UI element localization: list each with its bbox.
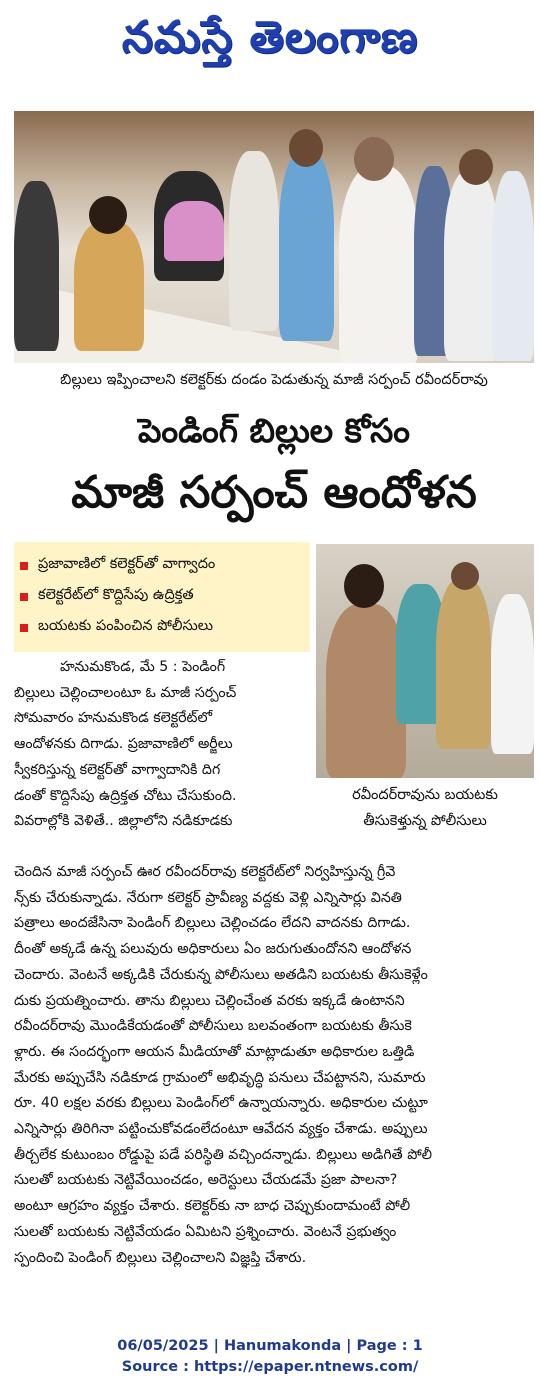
article-line: అంటూ ఆగ్రహం వ్యక్తం చేశారు. కలెక్టర్‌కు నా బాధ చెప్పుకుందామంటే పోలీ: [14, 1198, 411, 1215]
article-line: చెందిన మాజీ సర్పంచ్ ఊర రవీందర్‌రావు కలెక్టరేట్‌లో నిర్వహిస్తున్న గ్రీవె: [14, 864, 396, 880]
main-photo-caption: బిల్లులు ఇప్పించాలని కలెక్టర్‌కు దండం పెడుతున్న మాజీ సర్పంచ్ రవీందర్‌రావు: [60, 372, 488, 388]
photo-figure-head: [89, 196, 127, 234]
photo-figure: [436, 579, 491, 749]
headline: [14, 404, 534, 528]
article-line: మేరకు అప్పుచేసి నడికూడ గ్రామంలో అభివృద్ధి పనులు చేపట్టానని, సుమారు: [14, 1069, 426, 1086]
side-photo: [316, 544, 534, 778]
photo-figure-head: [344, 564, 384, 608]
article-line: వివరాల్లోకి వెళితే.. జిల్లాలోని నడికూడకు: [14, 813, 233, 830]
article-line: డంతో కొద్దిసేపు ఉద్రిక్తత చోటు చేసుకుంది.: [14, 787, 237, 804]
photo-figure: [339, 166, 419, 363]
photo-figure-head: [354, 137, 394, 181]
headline-line-2: మాజీ సర్పంచ్ ఆందోళన: [71, 467, 477, 518]
photo-figure: [444, 171, 499, 361]
article-line: స్పందించి పెండింగ్ బిల్లులు చెల్లించాలని విజ్ఞప్తి చేశారు.: [14, 1249, 307, 1266]
article-line: తీర్చలేక కుటుంబం రోడ్డుపై పడే పరిస్థితి వచ్చిందన్నాడు. బిల్లులు అడిగితే పోలీ: [14, 1146, 433, 1163]
photo-figure-head: [451, 562, 479, 590]
highlight-item: [20, 581, 304, 612]
highlight-item: [20, 612, 304, 643]
footer-source-link[interactable]: Source : https://epaper.ntnews.com/: [121, 1359, 419, 1375]
highlight-text: ప్రజావాణిలో కలెక్టర్‌తో వాగ్వాదం: [38, 555, 216, 572]
article-line: స్వీకరిస్తున్న కలెక్టర్‌తో వాగ్వాదానికి దిగ: [14, 761, 221, 778]
masthead: [0, 0, 540, 86]
side-photo-caption-line-2: తీసుకెళ్తున్న పోలీసులు: [363, 813, 487, 829]
highlight-item: [20, 550, 304, 581]
article-line: హనుమకొండ, మే 5 : పెండింగ్: [60, 659, 226, 675]
article-line: ఆందోళనకు దిగాడు. ప్రజావాణిలో అర్జీలు: [14, 736, 233, 753]
photo-figure: [279, 151, 334, 341]
photo-figure: [74, 221, 144, 351]
page-footer: [0, 1336, 540, 1378]
article-body-narrow: [14, 655, 312, 835]
article-line: న్స్‌కు చేరుకున్నాడు. నేరుగా కలెక్టర్ ప్రావీణ్య వద్దకు వెళ్లి ఎన్నిసార్లు వినతి: [14, 889, 402, 906]
photo-figure: [326, 604, 406, 778]
article-line: పత్రాలు అందజేసినా పెండింగ్ బిల్లులు చెల్లించడం లేదని వాదనకు దిగాడు.: [14, 915, 411, 932]
article-line: రవీందర్‌రావు మొండికేయడంతో పోలీసులు బలవంతంగా బయటకు తీసుకె: [14, 1018, 412, 1035]
article-line: రూ. 40 లక్షల వరకు బిల్లులు పెండింగ్‌లో ఉన్నాయన్నారు. అధికారుల చుట్టూ: [14, 1095, 428, 1112]
highlight-text: కలెక్టరేట్‌లో కొద్దిసేపు ఉద్రిక్తత: [38, 586, 194, 603]
photo-figure: [164, 201, 224, 261]
bullet-square-icon: [20, 562, 28, 570]
photo-figure-head: [459, 149, 493, 185]
photo-figure-head: [289, 129, 323, 167]
main-photo: [14, 111, 534, 363]
article-line: ఎన్నిసార్లు తిరిగినా పట్టించుకోవడంలేదంటూ ఆవేదన వ్యక్తం చేశాడు. అప్పులు: [14, 1121, 428, 1138]
article-line: దీంతో అక్కడే ఉన్న పలువురు అధికారులు ఏం జరుగుతుందోనని ఆందోళన: [14, 941, 412, 958]
article-line: దుకు ప్రయత్నించారు. తాను బిల్లులు చెల్లించేంత వరకు ఇక్కడే ఉంటానని: [14, 992, 405, 1009]
article-line: సులతో బయటకు నెట్టివేయడం ఏమిటని ప్రశ్నించారు. వెంటనే ప్రభుత్వం: [14, 1223, 397, 1240]
article-body-wide: [14, 860, 536, 1271]
article-line: సోమవారం హనుమకొండ కలెక్టరేట్‌లో: [14, 710, 213, 727]
photo-figure: [491, 594, 534, 754]
headline-line-1: పెండింగ్ బిల్లుల కోసం: [137, 411, 411, 450]
highlights-box: [14, 542, 310, 652]
photo-figure: [229, 151, 279, 331]
highlight-text: బయటకు పంపించిన పోలీసులు: [38, 617, 214, 634]
bullet-square-icon: [20, 624, 28, 632]
footer-dateline: 06/05/2025 | Hanumakonda | Page : 1: [117, 1338, 423, 1354]
article-line: బిల్లులు చెల్లించాలంటూ ఓ మాజీ సర్పంచ్: [14, 684, 237, 701]
newspaper-logo: నమస్తే తెలంగాణ: [121, 12, 419, 63]
bullet-square-icon: [20, 593, 28, 601]
article-line: చెందారు. వెంటనే అక్కడికి చేరుకున్న పోలీసులు అతడిని బయటకు తీసుకెళ్లేం: [14, 966, 428, 983]
article-line: ళ్లారు. ఈ సందర్భంగా ఆయన మీడియాతో మాట్లాడుతూ అధికారుల ఒత్తిడి: [14, 1043, 415, 1060]
side-photo-caption-line-1: రవీందర్‌రావును బయటకు: [352, 787, 498, 803]
side-photo-caption: [316, 782, 534, 842]
article-line: సులతో బయటకు నెట్టివేయించడం, అరెస్టులు చేయడమే ప్రజా పాలనా?: [14, 1172, 398, 1189]
photo-figure: [14, 181, 59, 351]
photo-figure: [492, 171, 534, 361]
